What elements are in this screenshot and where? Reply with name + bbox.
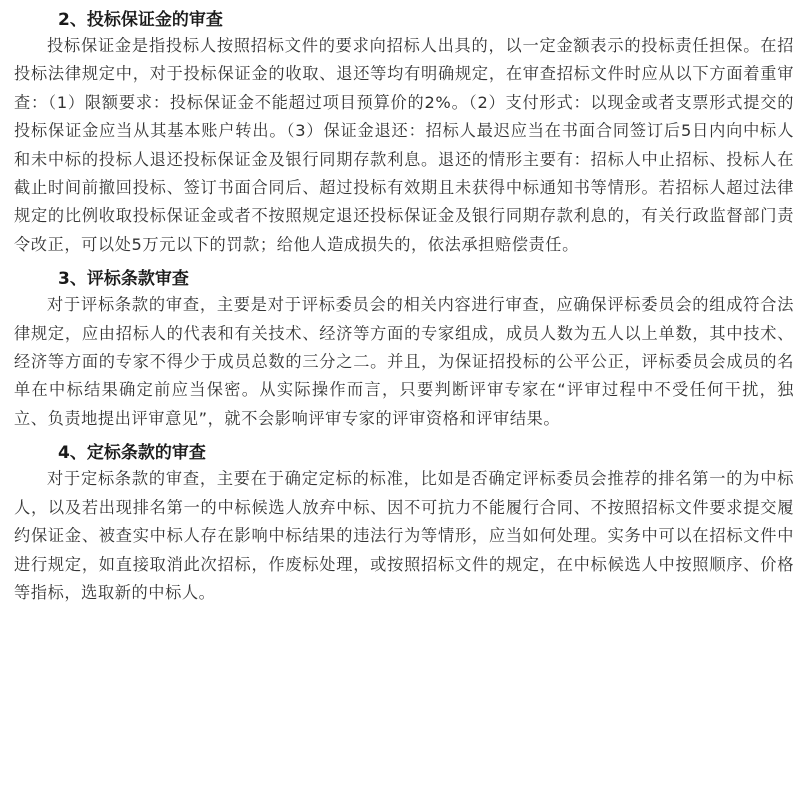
- section-heading: 4、定标条款的审查: [58, 443, 206, 464]
- section-bid-bond: [14, 0, 794, 259]
- section-heading: 3、评标条款审查: [58, 269, 189, 290]
- document-body: [14, 0, 794, 607]
- section-paragraph: 对于定标条款的审查，主要在于确定定标的标准，比如是否确定评标委员会推荐的排名第一的为中标人，以及若出现排名第一的中标候选人放弃中标、因不可抗力不能履行合同、不按照招标文件要求提交履约保证金、被查实中标人存在影响中标结果的违法行为等情形，应当如何处理。实务中可以在招标文件中进行规定，如直接取消此次招标，作废标处理，或按照招标文件的规定，在中标候选人中按照顺序、价格等指标，选取新的中标人。: [14, 469, 794, 602]
- section-heading: 2、投标保证金的审查: [58, 10, 223, 30]
- section-paragraph: 对于评标条款的审查，主要是对于评标委员会的相关内容进行审查，应确保评标委员会的组成符合法律规定，应由招标人的代表和有关技术、经济等方面的专家组成，成员人数为五人以上单数，其中技术、经济等方面的专家不得少于成员总数的三分之二。并且，为保证招投标的公平公正，评标委员会成员的名单在中标结果确定前应当保密。从实际操作而言，只要判断评审专家在“评审过程中不受任何干扰，独立、负责地提出评审意见”，就不会影响评审专家的评审资格和评审结果。: [14, 295, 794, 428]
- section-paragraph: 投标保证金是指投标人按照招标文件的要求向招标人出具的，以一定金额表示的投标责任担保。在招投标法律规定中，对于投标保证金的收取、退还等均有明确规定，在审查招标文件时应从以下方面着重审查：（1）限额要求：投标保证金不能超过项目预算价的2%。（2）支付形式：以现金或者支票形式提交的投标保证金应当从其基本账户转出。（3）保证金退还：招标人最迟应当在书面合同签订后5日内向中标人和未中标的投标人退还投标保证金及银行同期存款利息。退还的情形主要有：招标人中止招标、投标人在截止时间前撤回投标、签订书面合同后、超过投标有效期且未获得中标通知书等情形。若招标人超过法律规定的比例收取投标保证金或者不按照规定退还投标保证金及银行同期存款利息的，有关行政监督部门责令改正，可以处5万元以下的罚款；给他人造成损失的，依法承担赔偿责任。: [14, 36, 794, 254]
- section-evaluation-clause: [14, 259, 794, 433]
- section-award-clause: [14, 433, 794, 607]
